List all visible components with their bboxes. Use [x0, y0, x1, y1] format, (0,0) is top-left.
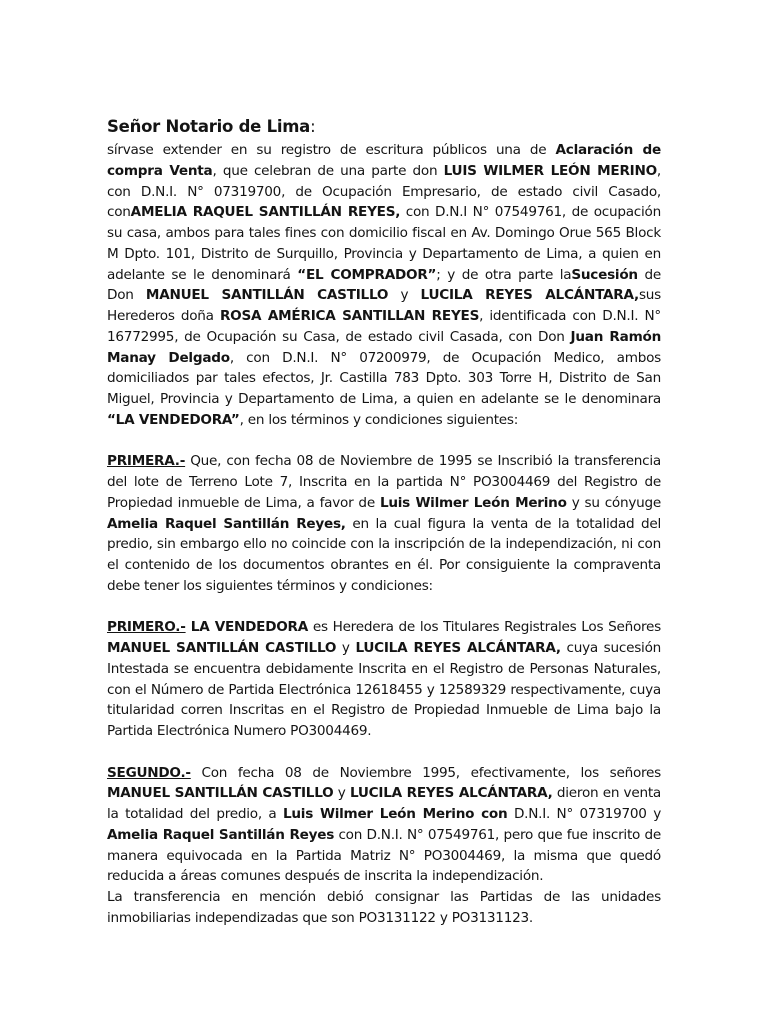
body-text: sírvase extender en su registro de escritura públicos una de	[107, 142, 556, 158]
primera-paragraph	[107, 451, 661, 596]
title-text: Señor Notario de Lima	[107, 117, 311, 136]
body-text: , con D.N.I. N° 07200979, de Ocupación Medico, ambos domiciliados par tales efectos, Jr. Castilla 783 Dpto. 303 Torre H, Distrito de San Miguel, Provincia y Departamento de Lima, a quien en adelante se le denominara	[107, 349, 661, 407]
intro-paragraph	[107, 140, 661, 431]
body-text: de Don	[107, 266, 661, 304]
clause-heading: PRIMERA.-	[107, 453, 186, 470]
clause-heading: PRIMERO.-	[107, 619, 186, 636]
body-text: , identificada con D.N.I. N° 16772995, de Ocupación su Casa, de estado civil Casada, con Don	[107, 308, 661, 345]
body-text: con D.N.I N° 07549761, de ocupación su casa, ambos para tales fines con domicilio fiscal en Av. Domingo Orue 565 Block M Dpto. 101, Distrito de Surquillo, Provincia y Departamento de Lima, a quien en adelante se le denominará	[107, 204, 661, 283]
bold-text: Luis Wilmer León Merino	[379, 494, 567, 511]
closing-paragraph: La transferencia en mención debió consignar las Partidas de las unidades inmobiliarias independizadas que son PO3131122 y PO3131123.	[107, 889, 661, 926]
body-text: y	[333, 785, 350, 802]
bold-text: LUCILA REYES ALCÁNTARA,	[355, 640, 561, 656]
bold-text: LUIS WILMER LEÓN MERINO	[443, 162, 657, 179]
bold-text: Amelia Raquel Santillán Reyes	[107, 826, 335, 843]
bold-text: LUCILA REYES ALCÁNTARA,	[420, 287, 639, 304]
segundo-paragraph	[107, 763, 661, 888]
bold-text: MANUEL SANTILLÁN CASTILLO	[145, 287, 389, 304]
paragraph-spacer	[107, 742, 661, 763]
clause-heading: SEGUNDO.-	[107, 764, 191, 781]
body-text: dieron en venta la totalidad del predio, a	[107, 785, 661, 822]
bold-text: MANUEL SANTILLÁN CASTILLO	[107, 640, 337, 656]
bold-text: MANUEL SANTILLÁN CASTILLO	[107, 785, 334, 802]
primero-paragraph	[107, 617, 661, 742]
body-text: y	[388, 287, 421, 304]
body-text: sus Herederos doña	[107, 287, 661, 324]
body-text: y	[336, 640, 356, 656]
body-text: Con fecha 08 de Noviembre 1995, efectivamente, los señores	[190, 764, 661, 781]
page-title	[107, 116, 661, 138]
paragraph-spacer	[107, 431, 661, 452]
bold-text: LA VENDEDORA	[185, 619, 309, 636]
body-text: , que celebran de una parte don	[212, 162, 444, 179]
body-text: en la cual figura la venta de la totalidad del predio, sin embargo ello no coincide con la inscripción de la independización, ni con el contenido de los documentos obrantes en él. Por consiguiente la compraventa debe tener los siguientes términos y condiciones:	[107, 515, 662, 594]
body-text: D.N.I. N° 07319700 y	[507, 806, 661, 822]
bold-text: AMELIA RAQUEL SANTILLÁN REYES,	[130, 204, 401, 221]
body-text: , en los términos y condiciones siguientes:	[239, 411, 519, 428]
body-text: Que, con fecha 08 de Noviembre de 1995 se Inscribió la transferencia del lote de Terreno Lote 7, Inscrita en la partida N° PO3004469 del Registro de Propiedad inmueble de Lima, a favor de	[107, 453, 661, 511]
body-text: ; y de otra parte la	[436, 266, 572, 283]
body-text: , con D.N.I. N° 07319700, de Ocupación Empresario, de estado civil Casado, con	[107, 162, 661, 221]
body-text: cuya sucesión Intestada se encuentra debidamente Inscrita en el Registro de Personas Naturales, con el Número de Partida Electrónica 12618455 y 12589329 respectivamente, cuya titularidad corren Inscritas en el Registro de Propiedad Inmueble de Lima bajo la Partida Electrónica Numero PO3004469.	[107, 640, 661, 739]
bold-text: “EL COMPRADOR”	[297, 266, 437, 283]
body-text: y su cónyuge	[566, 494, 662, 511]
body-text: es Heredera de los Titulares Registrales Los Señores	[308, 619, 661, 636]
bold-text: Luis Wilmer León Merino con	[282, 806, 508, 822]
bold-text: ROSA AMÉRICA SANTILLAN REYES	[219, 308, 480, 324]
title-colon: :	[310, 117, 316, 136]
paragraph-spacer	[107, 597, 661, 618]
bold-text: Sucesión	[571, 266, 638, 283]
bold-text: LUCILA REYES ALCÁNTARA,	[349, 785, 553, 802]
bold-text: “LA VENDEDORA”	[107, 411, 240, 428]
bold-text: Aclaración de compra Venta	[107, 142, 661, 179]
document-page	[107, 116, 661, 929]
body-text: con D.N.I. N° 07549761, pero que fue inscrito de manera equivocada en la Partida Matriz N° PO3004469, la misma que quedó reducida a áreas comunes después de inscrita la independización.	[107, 826, 661, 885]
bold-text: Amelia Raquel Santillán Reyes,	[107, 515, 346, 532]
bold-text: Juan Ramón Manay Delgado	[107, 328, 661, 366]
